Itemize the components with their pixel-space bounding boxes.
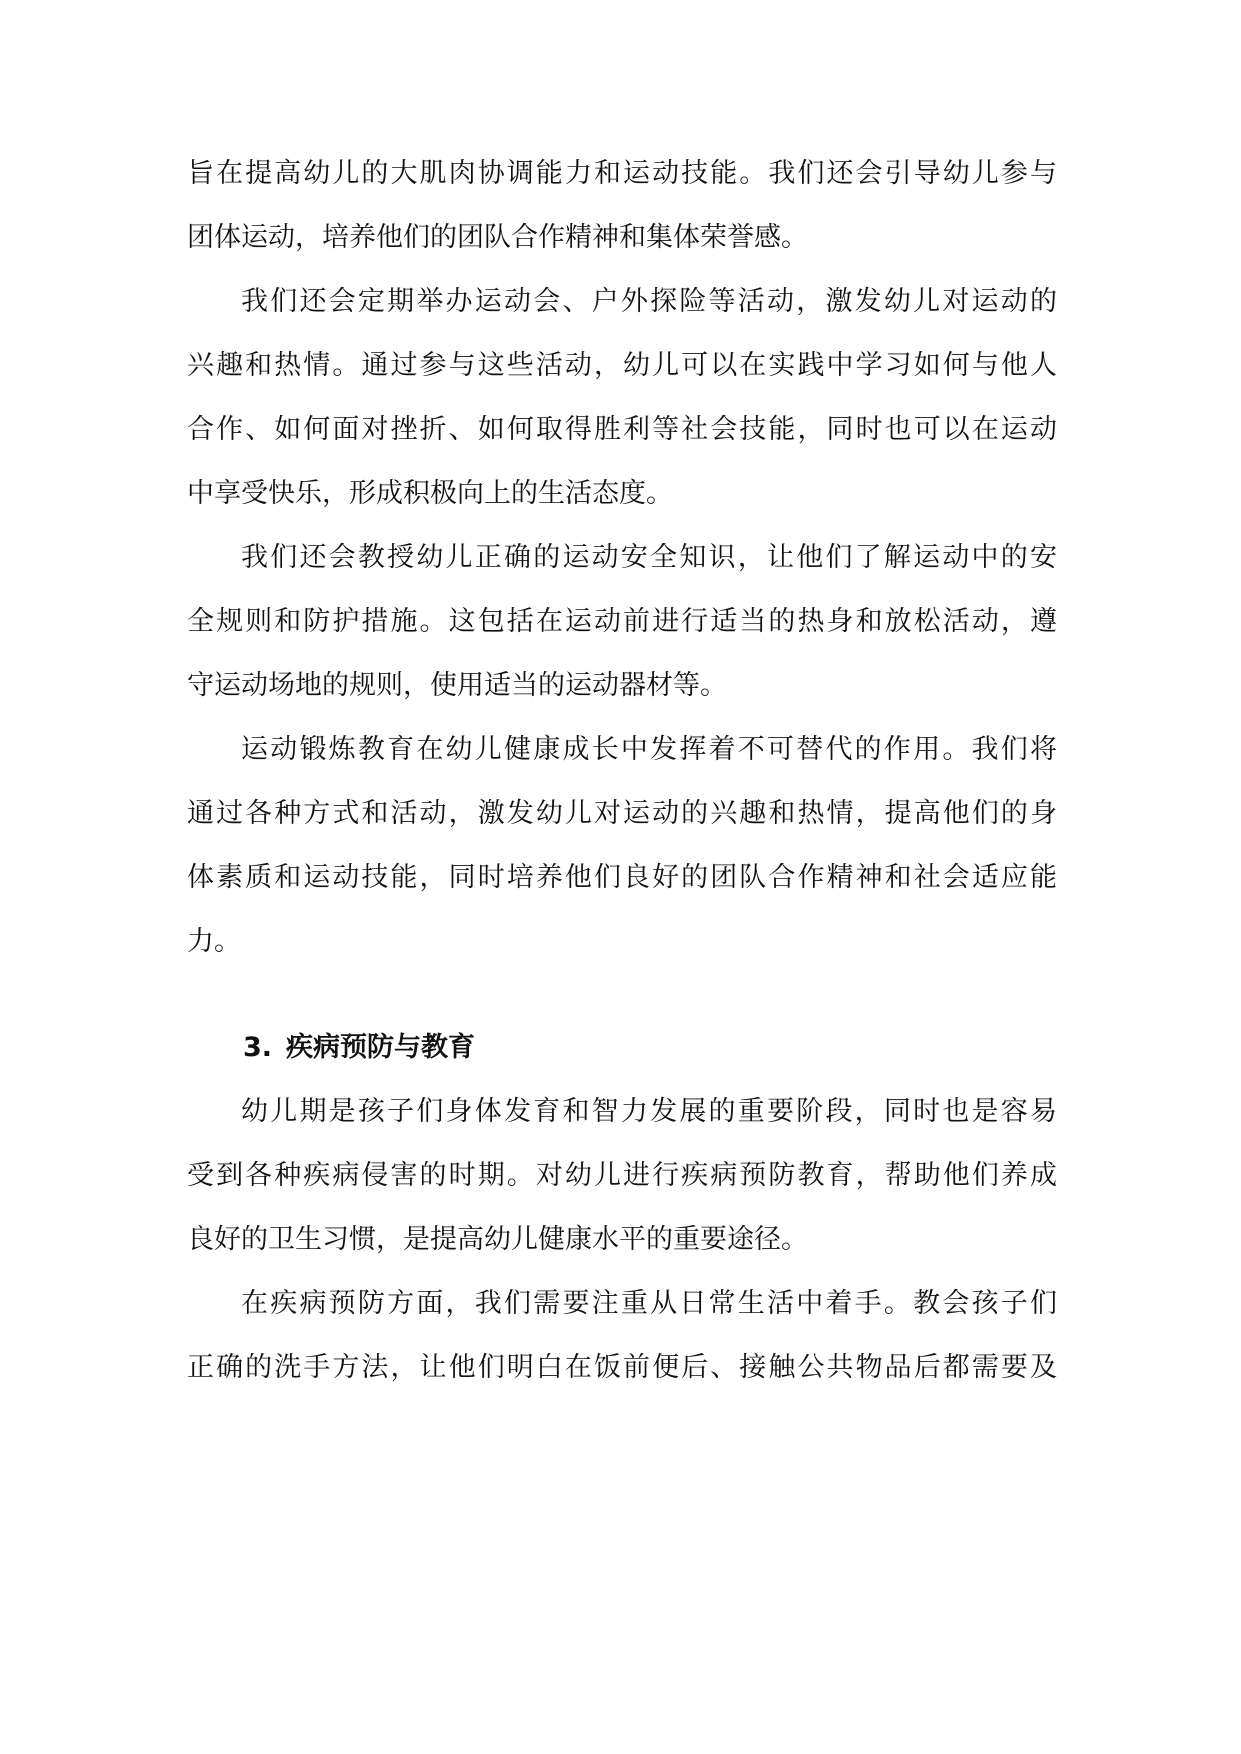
text-line: 守运动场地的规则，使用适当的运动器材等。 (187, 670, 727, 701)
text-line: 全规则和防护措施。这包括在运动前进行适当的热身和放松活动，遵 (187, 606, 1057, 637)
text-line: 正确的洗手方法，让他们明白在饭前便后、接触公共物品后都需要及 (187, 1352, 1057, 1383)
text-line: 兴趣和热情。通过参与这些活动，幼儿可以在实践中学习如何与他人 (187, 350, 1057, 381)
text-line: 良好的卫生习惯，是提高幼儿健康水平的重要途径。 (187, 1224, 808, 1255)
text-line: 我们还会教授幼儿正确的运动安全知识，让他们了解运动中的安 (241, 542, 1057, 573)
section-title: 疾病预防与教育 (286, 1032, 475, 1063)
section-number: 3. (243, 1032, 273, 1063)
text-line: 运动锻炼教育在幼儿健康成长中发挥着不可替代的作用。我们将 (241, 734, 1057, 765)
text-line: 中享受快乐，形成积极向上的生活态度。 (187, 478, 673, 509)
text-line: 合作、如何面对挫折、如何取得胜利等社会技能，同时也可以在运动 (187, 414, 1057, 445)
text-line: 受到各种疾病侵害的时期。对幼儿进行疾病预防教育，帮助他们养成 (187, 1160, 1057, 1191)
document-body (187, 142, 1057, 1400)
text-line: 力。 (187, 926, 241, 957)
text-line: 通过各种方式和活动，激发幼儿对运动的兴趣和热情，提高他们的身 (187, 798, 1057, 829)
section-heading (187, 1016, 1057, 1080)
text-line: 在疾病预防方面，我们需要注重从日常生活中着手。教会孩子们 (241, 1288, 1057, 1319)
text-line: 旨在提高幼儿的大肌肉协调能力和运动技能。我们还会引导幼儿参与 (187, 158, 1057, 189)
text-line: 体素质和运动技能，同时培养他们良好的团队合作精神和社会适应能 (187, 862, 1057, 893)
text-line: 团体运动，培养他们的团队合作精神和集体荣誉感。 (187, 222, 808, 253)
text-line: 幼儿期是孩子们身体发育和智力发展的重要阶段，同时也是容易 (241, 1096, 1057, 1127)
text-line: 我们还会定期举办运动会、户外探险等活动，激发幼儿对运动的 (241, 286, 1057, 317)
